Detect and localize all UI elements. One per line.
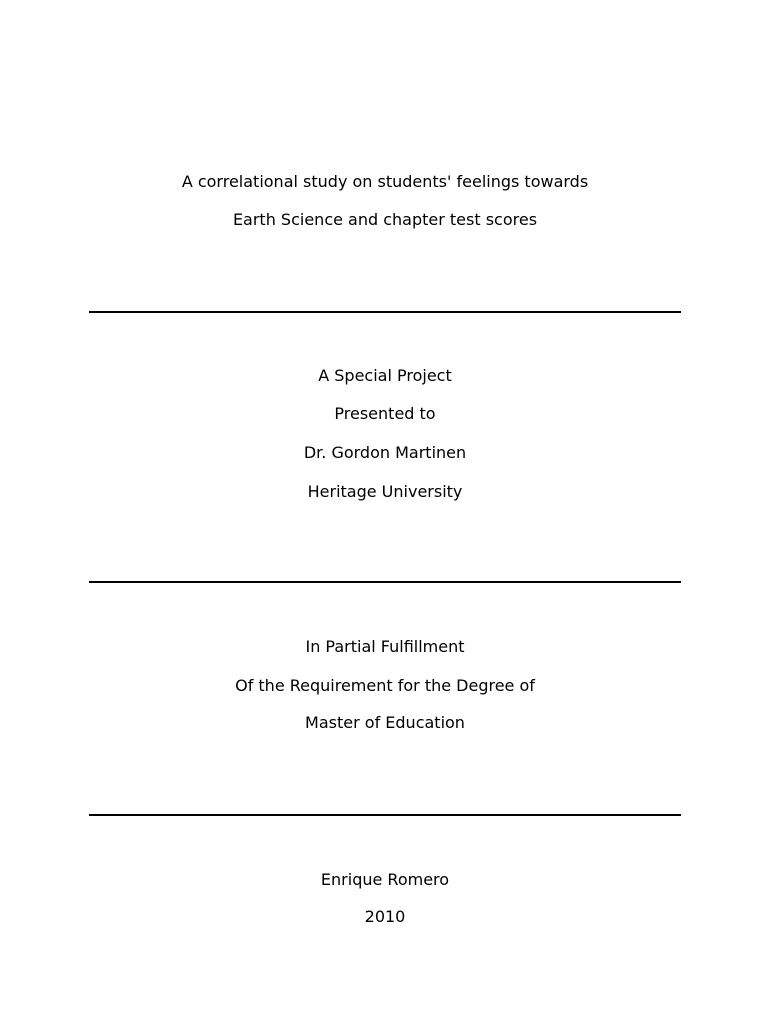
project-type: A Special Project — [318, 366, 452, 385]
divider-1 — [89, 311, 681, 313]
presented-to-label: Presented to — [334, 404, 436, 423]
title-line-1: A correlational study on students' feelings towards — [181, 172, 589, 191]
publication-year: 2010 — [364, 907, 406, 926]
degree-name: Master of Education — [305, 713, 465, 732]
advisor-name: Dr. Gordon Martinen — [303, 443, 467, 462]
fulfillment-line-2: Of the Requirement for the Degree of — [235, 676, 535, 695]
author-name: Enrique Romero — [320, 870, 450, 889]
fulfillment-line-1: In Partial Fulfillment — [305, 637, 465, 656]
institution-name: Heritage University — [307, 482, 463, 501]
divider-3 — [89, 814, 681, 816]
divider-2 — [89, 581, 681, 583]
title-line-2: Earth Science and chapter test scores — [232, 210, 538, 229]
